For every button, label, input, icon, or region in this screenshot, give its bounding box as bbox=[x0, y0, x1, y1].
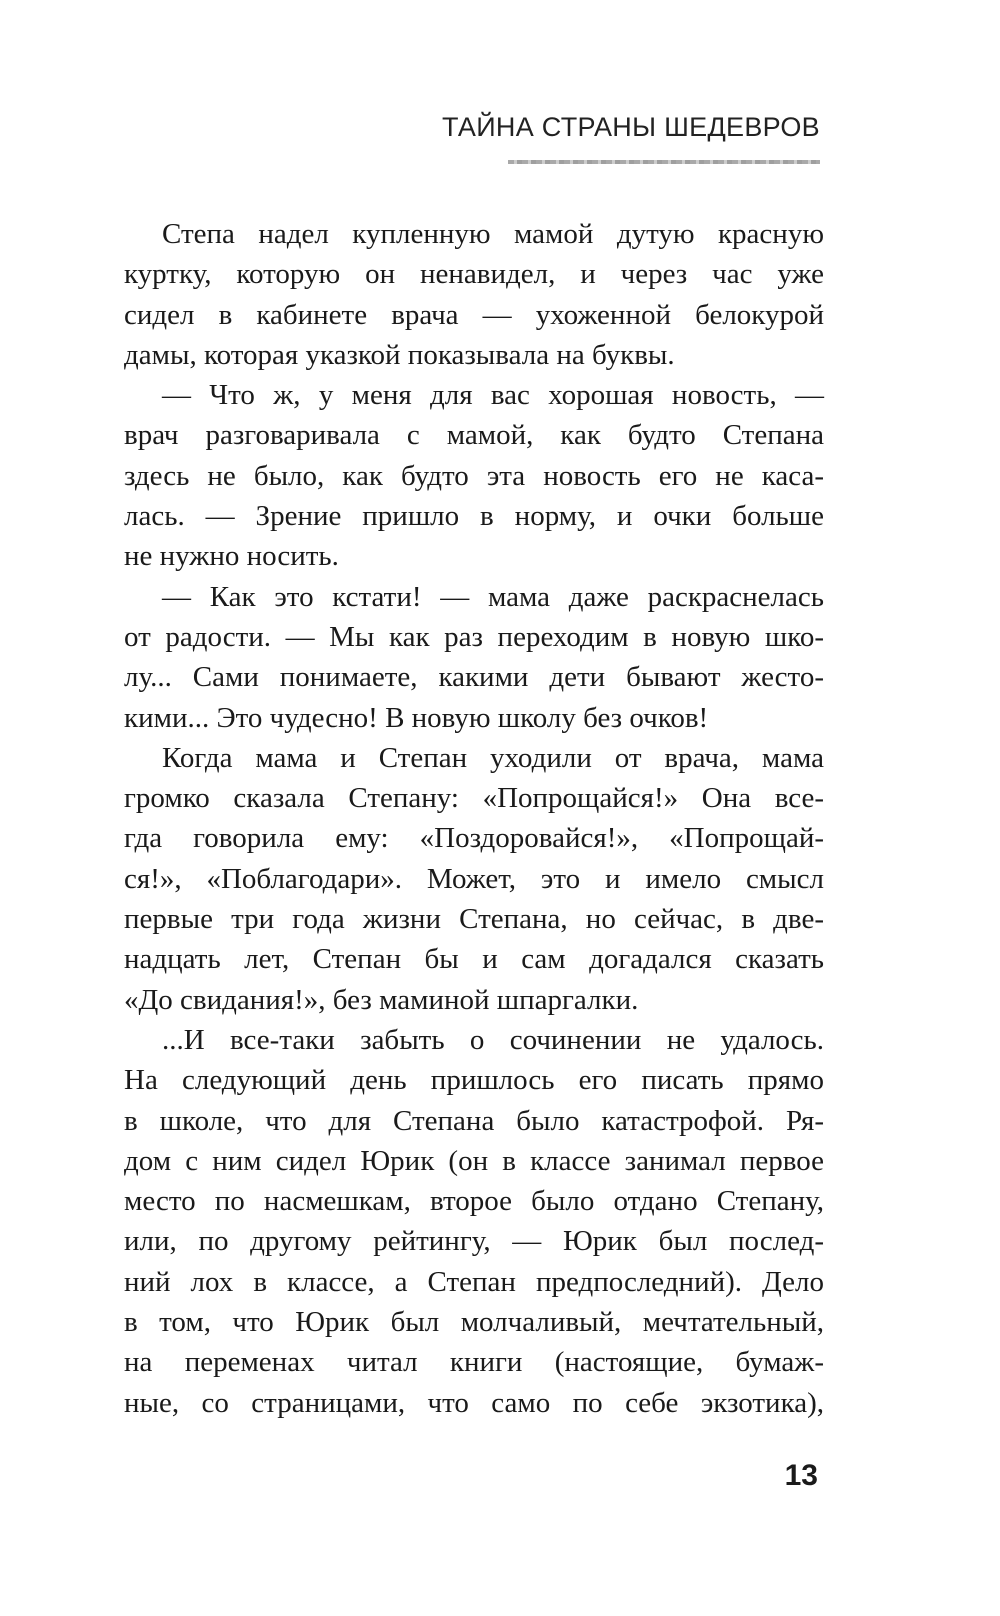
text-line: или, по другому рейтингу, — Юрик был послед- bbox=[124, 1225, 824, 1258]
header-rule bbox=[508, 160, 820, 164]
text-line: Когда мама и Степан уходили от врача, мама bbox=[162, 741, 824, 774]
text-line: — Как это кстати! — мама даже раскраснелась bbox=[162, 580, 824, 613]
text-line: в школе, что для Степана было катастрофой. Ря- bbox=[124, 1104, 824, 1137]
text-line: ся!», «Поблагодари». Может, это и имело смысл bbox=[124, 862, 824, 895]
text-line: лу... Сами понимаете, какими дети бывают жесто- bbox=[124, 661, 824, 694]
text-line: гда говорила ему: «Поздоровайся!», «Попрощай- bbox=[124, 822, 824, 855]
text-line: — Что ж, у меня для вас хорошая новость, — bbox=[162, 379, 824, 412]
text-line: ные, со страницами, что само по себе экзотика), bbox=[124, 1386, 824, 1419]
text-line: на переменах читал книги (настоящие, бумаж- bbox=[124, 1346, 824, 1379]
text-line: от радости. — Мы как раз переходим в новую шко- bbox=[124, 620, 824, 653]
text-line: «До свидания!», без маминой шпаргалки. bbox=[124, 983, 639, 1016]
text-line: место по насмешкам, второе было отдано Степану, bbox=[124, 1185, 824, 1218]
text-line: здесь не было, как будто эта новость его не каса- bbox=[124, 459, 824, 492]
text-line: лась. — Зрение пришло в норму, и очки больше bbox=[124, 500, 824, 533]
page-number: 13 bbox=[784, 1459, 818, 1492]
text-line: громко сказала Степану: «Попрощайся!» Она все- bbox=[124, 782, 824, 815]
text-line: не нужно носить. bbox=[124, 540, 339, 573]
text-line: куртку, которую он ненавидел, и через час уже bbox=[124, 258, 824, 291]
text-line: Степа надел купленную мамой дутую красную bbox=[162, 218, 824, 250]
text-line: первые три года жизни Степана, но сейчас, в две- bbox=[124, 903, 824, 936]
text-line: сидел в кабинете врача — ухоженной белокурой bbox=[124, 298, 824, 331]
text-line: дом с ним сидел Юрик (он в классе занимал первое bbox=[124, 1144, 824, 1177]
running-head-title: ТАЙНА СТРАНЫ ШЕДЕВРОВ bbox=[441, 112, 820, 142]
text-line: надцать лет, Степан бы и сам догадался сказать bbox=[124, 943, 824, 976]
text-line: дамы, которая указкой показывала на буквы. bbox=[124, 338, 675, 371]
text-line: ний лох в классе, а Степан предпоследний). Дело bbox=[124, 1265, 824, 1298]
text-line: ...И все-таки забыть о сочинении не удалось. bbox=[162, 1023, 824, 1056]
text-line: На следующий день пришлось его писать прямо bbox=[124, 1064, 824, 1097]
text-line: в том, что Юрик был молчаливый, мечтательный, bbox=[124, 1306, 824, 1339]
text-line: кими... Это чудесно! В новую школу без очков! bbox=[124, 701, 709, 734]
text-line: врач разговаривала с мамой, как будто Степана bbox=[124, 419, 824, 452]
body-text bbox=[124, 214, 824, 1423]
